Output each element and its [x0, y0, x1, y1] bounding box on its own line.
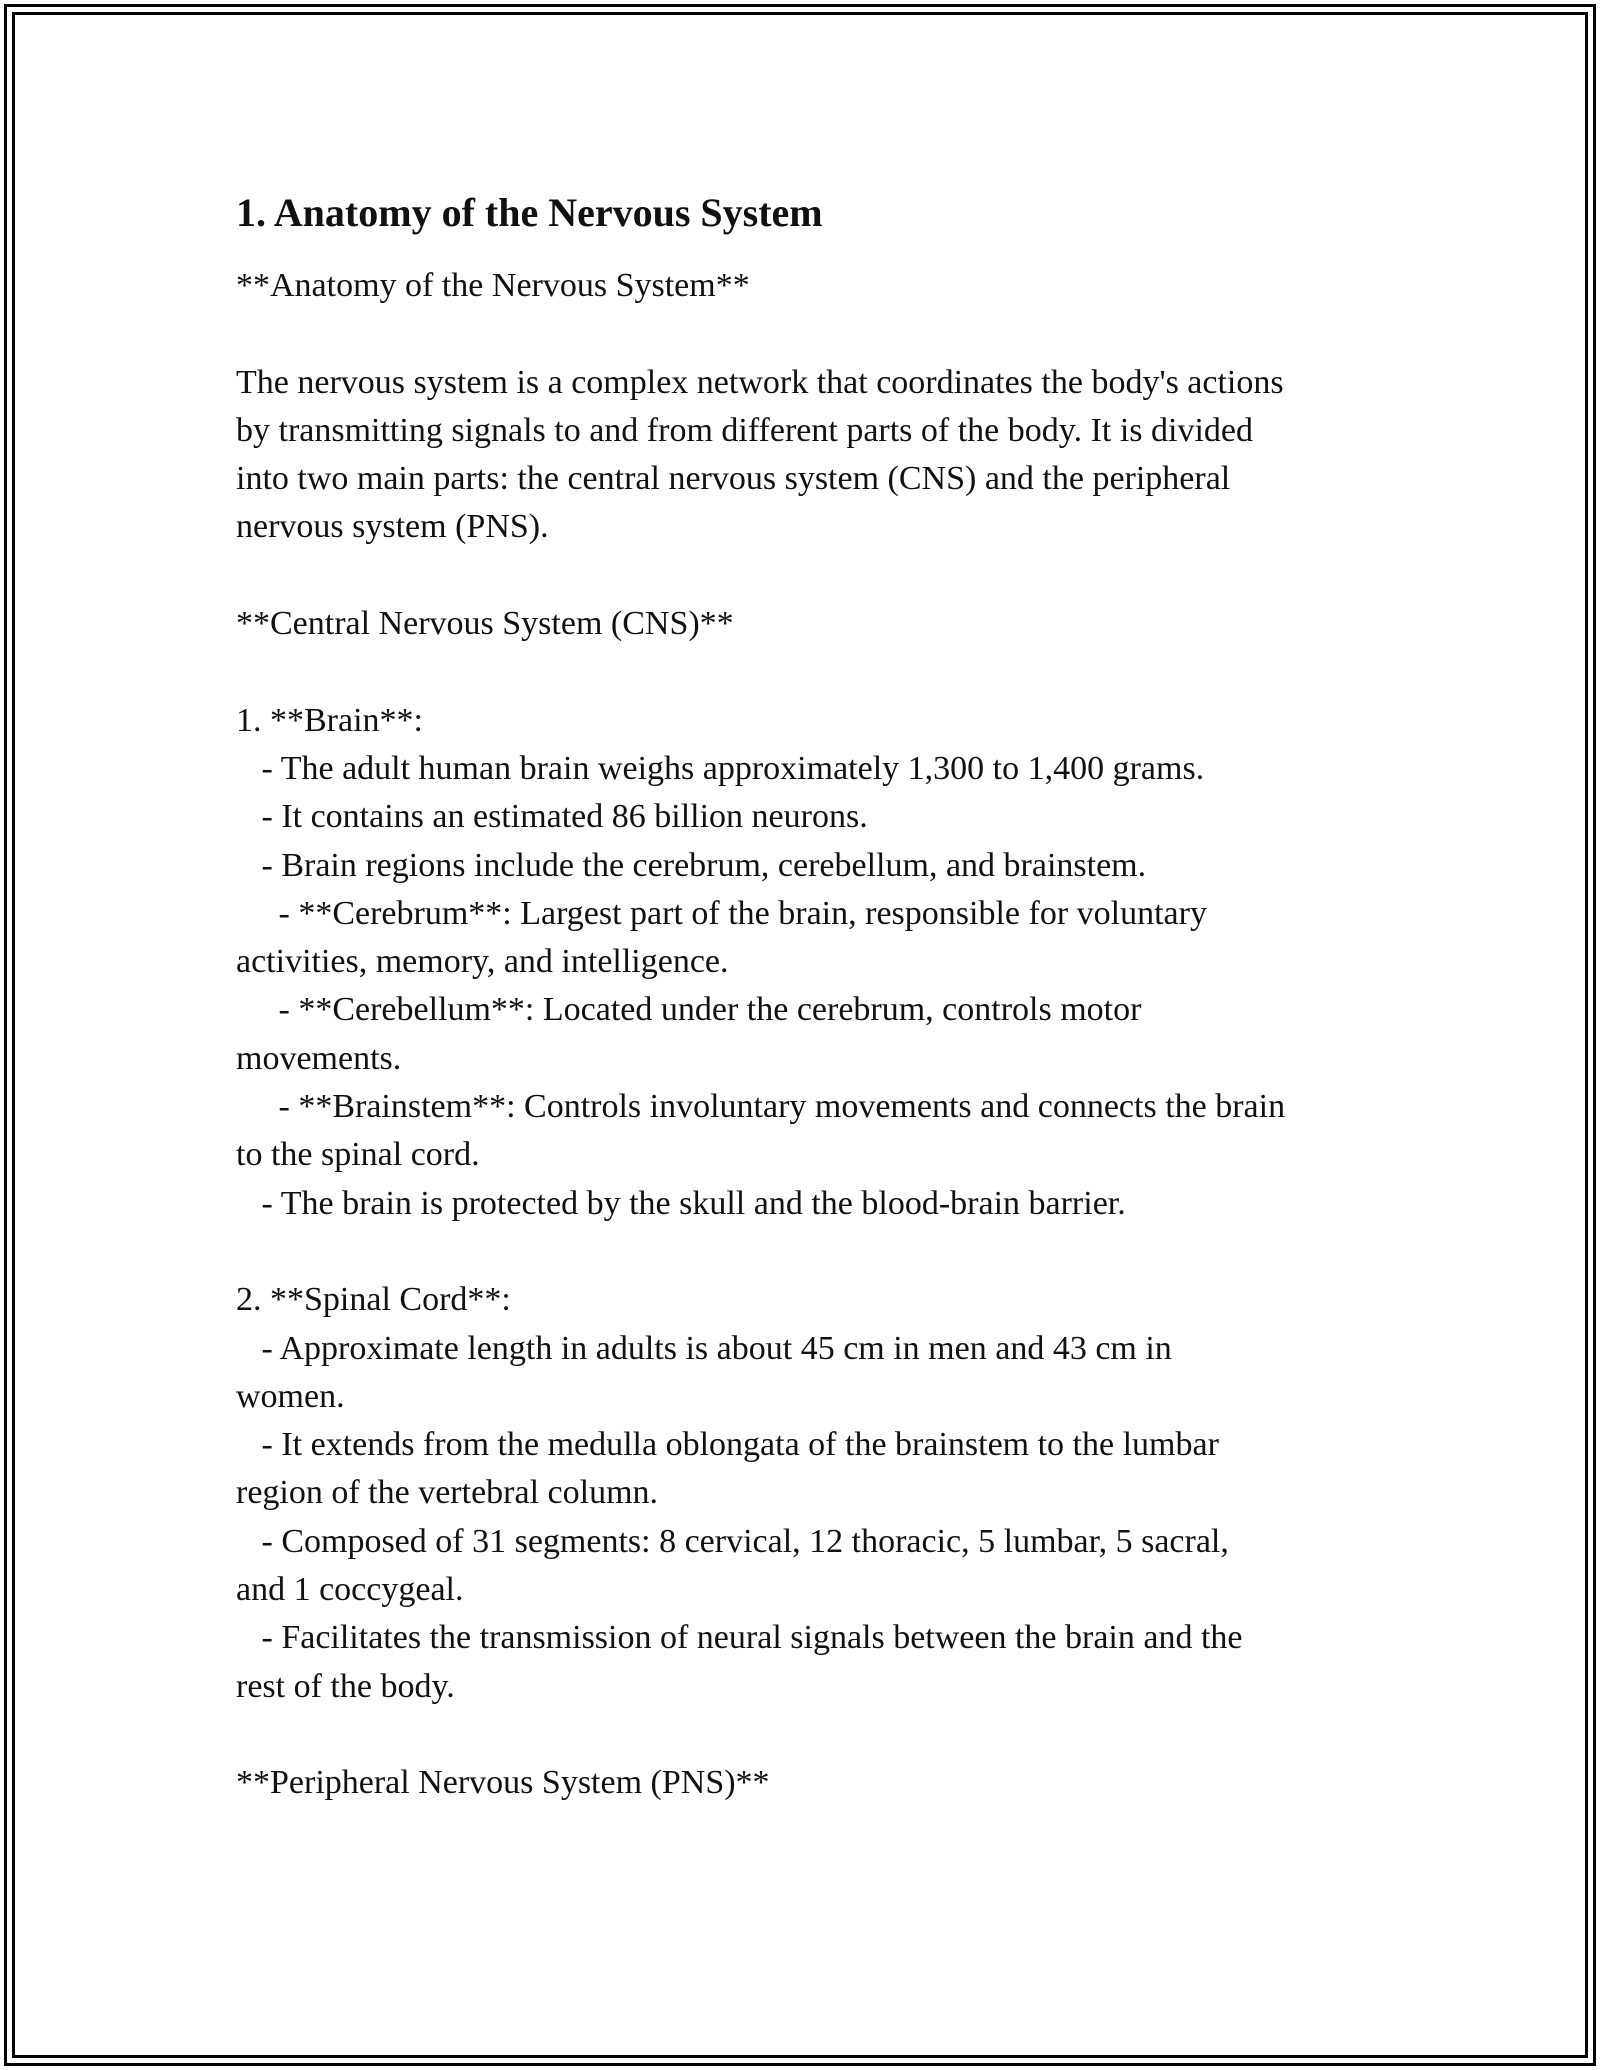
document-body-text: **Anatomy of the Nervous System** The nervous system is a complex network that coordinates the body's actions by transmitting signals to and from different parts of the body. It is divided into two main parts: the central nervous system (CNS) and the peripheral nervous system (PNS). **Central Nervous System (CNS)** 1. **Brain**: - The adult human brain weighs approximately 1,300 to 1,400 grams. - It contains an estimated 86 billion neurons. - Brain regions include the cerebrum, cerebellum, and brainstem. - **Cerebrum**: Largest part of the brain, responsible for voluntary activities, memory, and intelligence. - **Cerebellum**: Located under the cerebrum, controls motor movements. - **Brainstem**: Controls involuntary movements and connects the brain to the spinal cord. - The brain is protected by the skull and the blood-brain barrier. 2. **Spinal Cord**: - Approximate length in adults is about 45 cm in men and 43 cm in women. - It extends from the medulla oblongata of the brainstem to the lumbar region of the vertebral column. - Composed of 31 segments: 8 cervical, 12 thoracic, 5 lumbar, 5 sacral, and 1 coccygeal. - Facilitates the transmission of neural signals between the brain and the rest of the body. **Peripheral Nervous System (PNS)**: [236, 267, 1286, 1802]
document-content: [236, 186, 1396, 1808]
page-title: 1. Anatomy of the Nervous System: [236, 190, 823, 235]
